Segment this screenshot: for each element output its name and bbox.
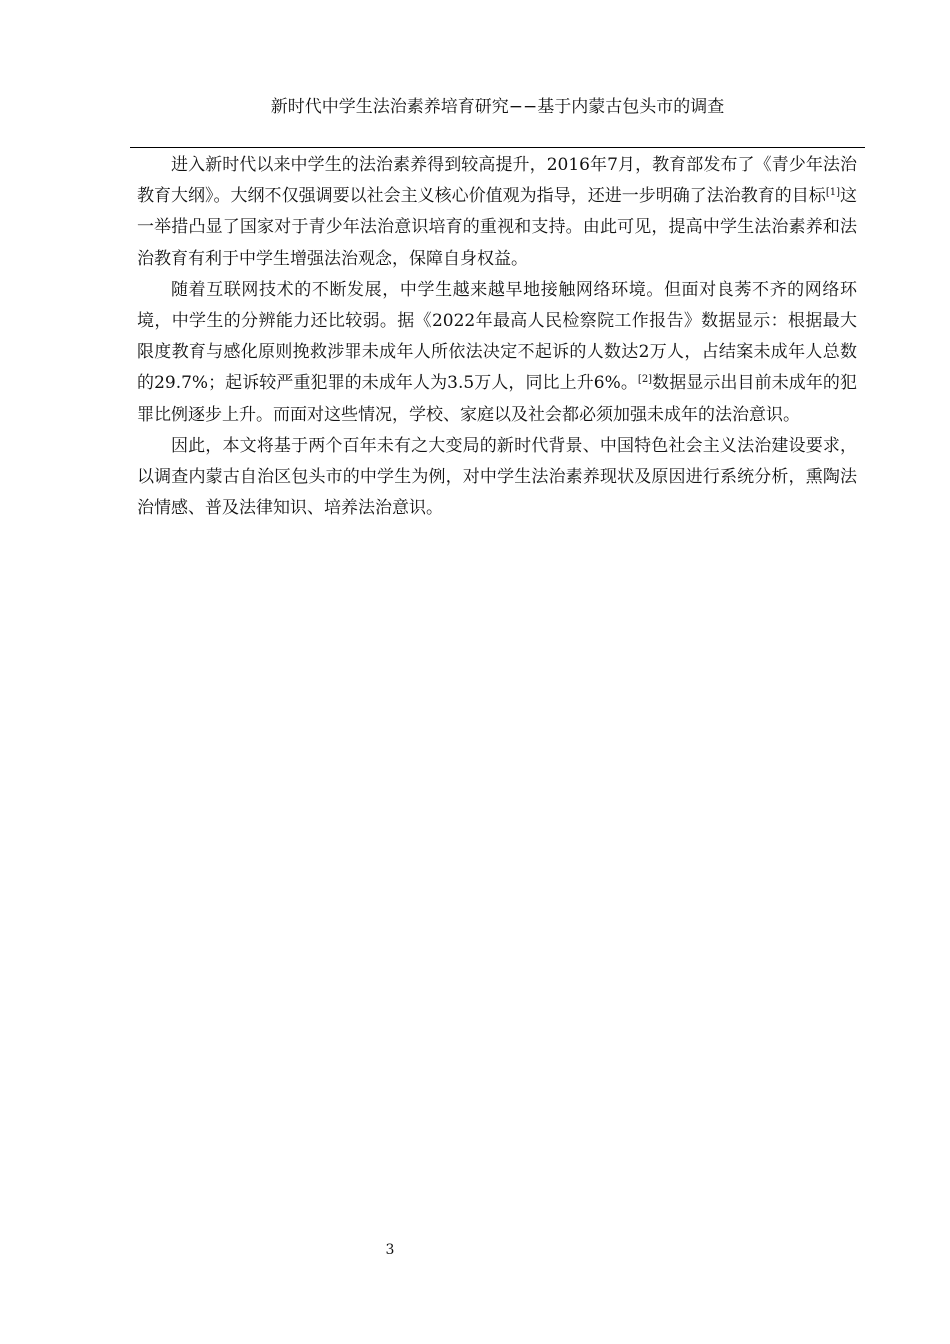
body-text xyxy=(137,150,857,524)
citation-ref-1: [1] xyxy=(825,187,840,199)
text-run: 因此，本文将基于两个百年未有之大变局的新时代背景、中国特色社会主义法治建设要求，以调查内蒙古自治区包头市的中学生为例，对中学生法治素养现状及原因进行系统分析，熏陶法治情感、普及法律知识、培养法治意识。 xyxy=(137,435,857,519)
header-rule xyxy=(130,147,865,148)
paragraph-3 xyxy=(137,431,857,525)
text-run: 数据显示出目前未成年的犯罪比例逐步上升。而面对这些情况，学校、家庭以及社会都必须加强未成年的法治意识。 xyxy=(137,373,858,425)
page-number: 3 xyxy=(385,1242,395,1258)
paragraph-2 xyxy=(137,275,857,431)
running-header: 新时代中学生法治素养培育研究−−基于内蒙古包头市的调查 xyxy=(270,97,725,117)
citation-ref-2: [2] xyxy=(637,374,653,386)
paragraph-1 xyxy=(137,150,857,275)
text-run: 这一举措凸显了国家对于青少年法治意识培育的重视和支持。由此可见，提高中学生法治素养和法治教育有利于中学生增强法治观念，保障自身权益。 xyxy=(137,186,858,269)
text-run: 随着互联网技术的不断发展，中学生越来越早地接触网络环境。但面对良莠不齐的网络环境，中学生的分辨能力还比较弱。据《2022年最高人民检察院工作报告》数据显示：根据最大限度教育与感化原则挽救涉罪未成年人所依法决定不起诉的人数达2万人，占结案未成年人总数的29.7%；起诉较严重犯罪的未成年人为3.5万人，同比上升6%。 xyxy=(137,279,857,394)
text-run: 进入新时代以来中学生的法治素养得到较高提升，2016年7月，教育部发布了《青少年法治教育大纲》。大纲不仅强调要以社会主义核心价值观为指导，还进一步明确了法治教育的目标 xyxy=(137,155,857,207)
